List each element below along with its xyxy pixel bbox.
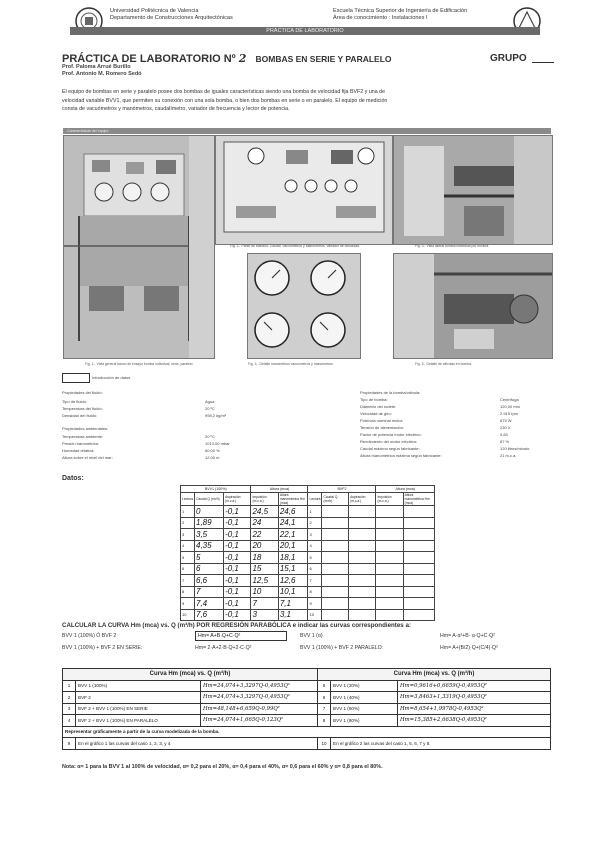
flow-value-2[interactable] [322, 517, 349, 529]
reading-number-2: 9 [308, 598, 322, 610]
curves-represent-row [63, 726, 551, 738]
prop-pump-type-label: Tipo de bomba: [360, 397, 388, 402]
graph1-number: 9 [63, 738, 76, 750]
discharge-value[interactable]: 7 [251, 598, 278, 610]
curve-label: BVF 2 + BVV 1 (100%) EN PARALELO [76, 715, 201, 727]
flow-value[interactable]: 4,35 [195, 540, 224, 552]
curve-row [63, 692, 551, 704]
prop-fluid-density-value: 998,2 kg/m³ [205, 413, 227, 418]
discharge-value-2[interactable] [376, 529, 403, 541]
suction-value[interactable]: -0,1 [224, 598, 251, 610]
curve-label: BVV 1 (100%) [76, 680, 201, 692]
props-ambient-heading: Propiedades ambientales: [62, 426, 109, 431]
discharge-value[interactable]: 10 [251, 586, 278, 598]
discharge-value[interactable]: 24 [251, 517, 278, 529]
curve-equation[interactable]: Hm=24,074+3,3297Q-0,4953Q² [201, 680, 318, 692]
school-line2: Área de conocimiento : Instalaciones I [333, 15, 428, 21]
prop-voltage-label: Tensión de alimentación: [360, 425, 405, 430]
reading-number: 9 [181, 598, 195, 610]
head-value-2[interactable] [403, 506, 434, 518]
group-height2: Altura (mca) [376, 486, 435, 493]
data-table [180, 485, 435, 621]
caption-fig3: Fig. 3.- Vista lateral bomba individual por encima. [415, 244, 490, 248]
caption-fig5: Fig. 5.- Detalle de válvulas en bomba. [415, 362, 472, 366]
graph2-number: 10 [318, 738, 331, 750]
curves-header-row [63, 669, 551, 681]
curve-equation-2[interactable]: Hm=15,385+2,6638Q-0,4953Q² [398, 715, 551, 727]
reading-number: 3 [181, 529, 195, 541]
alpha-note: Nota: α= 1 para la BVV 1 al 100% de velocidad, α= 0,2 para el 20%, α= 0,4 para el 40%, α= 0,6 para el 60% y α= 0,8 para el 80%. [62, 764, 383, 770]
suction-value[interactable]: -0,1 [224, 540, 251, 552]
curve-equation[interactable]: Hm=24,074+1,665Q-0,123Q² [201, 715, 318, 727]
reading-number-2: 6 [308, 563, 322, 575]
data-row [181, 563, 435, 575]
discharge-value-2[interactable] [376, 575, 403, 587]
curve-label: BVF 2 + BVV 1 (100%) EN SERIE [76, 703, 201, 715]
reading-number: 7 [181, 575, 195, 587]
photo-valves [393, 253, 553, 359]
curve-number-2: 5 [318, 680, 331, 692]
discharge-value[interactable]: 20 [251, 540, 278, 552]
prop-speed-value: 2.915 rpm [500, 411, 519, 416]
curve-number: 4 [63, 715, 76, 727]
flow-value-2[interactable] [322, 563, 349, 575]
curves-header-left: Curva Hm (mca) vs. Q (m³/h) [63, 669, 318, 681]
calc-formula-single: Hm= A+B·Q+C·Q² [195, 631, 287, 641]
graph1-text: En el gráfico 1 las curvas del caso 1, 2, 3, y 4 [76, 738, 318, 750]
caption-fig2: Fig. 2.- Panel de Mandos: Caudal, Vacuómetros y Manómetros, Variador de velocidad. [230, 244, 360, 248]
suction-value-2[interactable] [349, 506, 376, 518]
discharge-value[interactable]: 12,5 [251, 575, 278, 587]
suction-value[interactable]: -0,1 [224, 552, 251, 564]
prop-pressure-label: Presión barométrica: [62, 441, 99, 446]
prop-fluid-density-label: Densidad del fluido: [62, 413, 98, 418]
curve-row [63, 680, 551, 692]
props-left-heading: Propiedades del fluido: [62, 390, 103, 395]
head-value[interactable]: 20,1 [278, 540, 308, 552]
group-bvv1: BVV1 (100%) [181, 486, 251, 493]
prop-altitude-label: Altura sobre el nivel del mar: [62, 455, 113, 460]
col-aspiracion-2: Aspiración (m.c.a.) [349, 493, 376, 506]
reading-number: 6 [181, 563, 195, 575]
prop-fluid-temp-label: Temperatura del fluido: [62, 406, 103, 411]
head-value[interactable]: 3,1 [278, 609, 308, 621]
prop-pressure-value: 1013,00 mbar [205, 441, 230, 446]
prop-max-head-label: Altura manométrica máxima según fabricante: [360, 453, 442, 458]
curves-represent-text: Representar gráficamente a partir de la curva modelizada de la bomba. [63, 726, 551, 738]
flow-value[interactable]: 0 [195, 506, 224, 518]
graph2-text: En el gráfico 2 las curvas del caso 1, 5, 6, 7 y 8. [331, 738, 551, 750]
col-lectura: Lectura [181, 493, 195, 506]
data-row [181, 506, 435, 518]
prop-power-factor-label: Factor de potencia motor eléctrico: [360, 432, 422, 437]
school-name [333, 8, 467, 22]
flow-value[interactable]: 3,5 [195, 529, 224, 541]
legend-swatch [62, 373, 90, 383]
flow-value[interactable]: 7,4 [195, 598, 224, 610]
university-line2: Departamento de Construcciones Arquitectónicas [110, 15, 233, 21]
prop-pump-type-value: Centrífuga [500, 397, 519, 402]
flow-value-2[interactable] [322, 506, 349, 518]
flow-value[interactable]: 7 [195, 586, 224, 598]
suction-value-2[interactable] [349, 540, 376, 552]
head-value[interactable]: 7,1 [278, 598, 308, 610]
curve-equation-2[interactable]: Hm=8,654+1,9978Q-0,4953Q² [398, 703, 551, 715]
curve-label-2: BVV 1 (40%) [331, 692, 398, 704]
discharge-value-2[interactable] [376, 586, 403, 598]
curve-number: 2 [63, 692, 76, 704]
suction-value-2[interactable] [349, 563, 376, 575]
suction-value[interactable]: -0,1 [224, 609, 251, 621]
head-value[interactable]: 18,1 [278, 552, 308, 564]
professor-2: Prof. Antonio M. Romero Sedó [62, 71, 142, 77]
discharge-value-2[interactable] [376, 552, 403, 564]
photo-strip-label: Características del equipo [67, 129, 109, 133]
reading-number: 2 [181, 517, 195, 529]
caption-fig4: Fig. 4.- Detalle manómetros vacuómetros y manómetros. [248, 362, 334, 366]
reading-number: 8 [181, 586, 195, 598]
photo-test-bench [63, 135, 215, 359]
discharge-value[interactable]: 24,5 [251, 506, 278, 518]
datos-label: Datos: [62, 475, 84, 482]
calc-heading: CALCULAR LA CURVA Hm (mca) vs. Q (m³/h) POR REGRESIÓN PARABÓLICA e indicar las curvas correspondientes a: [62, 622, 411, 629]
prop-voltage-value: 230 V [500, 425, 511, 430]
head-value-2[interactable] [403, 563, 434, 575]
intro-line-2: velocidad variable BVV1, que permiten su conexión con una sola bomba, o bien dos bombas en serie o en paralelo. El equipo de medición [62, 97, 388, 104]
group-blank [532, 62, 554, 63]
col-impulsion-2: Impulsión (m.c.a.) [376, 493, 403, 506]
head-value-2[interactable] [403, 517, 434, 529]
reading-number-2: 4 [308, 540, 322, 552]
curve-number-2: 8 [318, 715, 331, 727]
suction-value[interactable]: -0,1 [224, 586, 251, 598]
flow-value-2[interactable] [322, 540, 349, 552]
university-name [110, 8, 233, 22]
calc-line2-label: BVV 1 (100%) + BVF 2 EN SERIE: [62, 645, 143, 651]
flow-value-2[interactable] [322, 598, 349, 610]
discharge-value-2[interactable] [376, 506, 403, 518]
data-row [181, 517, 435, 529]
curve-label-2: BVV 1 (80%) [331, 715, 398, 727]
prop-efficiency-label: Rendimiento del motor eléctrico: [360, 439, 418, 444]
suction-value[interactable]: -0,1 [224, 517, 251, 529]
flow-value-2[interactable] [322, 586, 349, 598]
discharge-value-2[interactable] [376, 598, 403, 610]
head-value[interactable]: 15,1 [278, 563, 308, 575]
discharge-value[interactable]: 22 [251, 529, 278, 541]
school-line1: Escuela Técnica Superior de Ingeniería de Edificación [333, 8, 468, 14]
discharge-value-2[interactable] [376, 609, 403, 621]
reading-number: 1 [181, 506, 195, 518]
reading-number-2: 1 [308, 506, 322, 518]
prop-max-flow-value: 120 litros/minuto [500, 446, 530, 451]
prop-ambient-temp-value: 20 ºC [205, 434, 215, 439]
calc-formula-alpha: Hm= A·α²+B· α·Q+C·Q² [440, 633, 495, 639]
reading-number-2: 2 [308, 517, 322, 529]
head-value-2[interactable] [403, 586, 434, 598]
data-table-group-row [181, 486, 435, 493]
suction-value-2[interactable] [349, 517, 376, 529]
curve-equation-2[interactable]: Hm=0,9616+0,6659Q-0,4953Q² [398, 680, 551, 692]
col-altura: Altura manométrica Hm (mca) [278, 493, 308, 506]
photo-gauges [247, 253, 361, 359]
prop-impeller-label: Diámetro del rodete: [360, 404, 397, 409]
head-value[interactable]: 24,6 [278, 506, 308, 518]
curve-label-2: BVV 1 (60%) [331, 703, 398, 715]
reading-number-2: 8 [308, 586, 322, 598]
suction-value-2[interactable] [349, 586, 376, 598]
photo-strip-header [63, 128, 551, 134]
discharge-value[interactable]: 15 [251, 563, 278, 575]
head-value-2[interactable] [403, 598, 434, 610]
data-table-body [181, 506, 435, 621]
suction-value-2[interactable] [349, 575, 376, 587]
data-row [181, 552, 435, 564]
suction-value-2[interactable] [349, 598, 376, 610]
prop-impeller-value: 120,00 mm [500, 404, 521, 409]
intro-line-1: El equipo de bombas en serie y paralelo posee dos bombas de iguales características siendo una bomba de velocidad fija BVF2 y una de [62, 89, 386, 95]
reading-number: 5 [181, 552, 195, 564]
curves-table [62, 668, 551, 750]
prop-fluid-type-value: Agua [205, 399, 215, 404]
discharge-value-2[interactable] [376, 517, 403, 529]
header-banner [70, 27, 540, 35]
banner-text: PRÁCTICA DE LABORATORIO [266, 28, 344, 34]
head-value[interactable]: 22,1 [278, 529, 308, 541]
data-row [181, 575, 435, 587]
suction-value[interactable]: -0,1 [224, 506, 251, 518]
prop-ambient-temp-label: Temperatura ambiente: [62, 434, 104, 439]
flow-value[interactable]: 6,6 [195, 575, 224, 587]
flow-value[interactable]: 1,89 [195, 517, 224, 529]
calc-line2-parallel-label: BVV 1 (100%) + BVF 2 PARALELO: [300, 645, 384, 651]
col-impulsion: Impulsión (m.c.a.) [251, 493, 278, 506]
group-height1: Altura (mca) [251, 486, 308, 493]
photo-control-panel [215, 135, 393, 245]
prop-fluid-type-label: Tipo de fluido: [62, 399, 87, 404]
flow-value[interactable]: 6 [195, 563, 224, 575]
col-caudal: Caudal Q (m³/h) [195, 493, 224, 506]
reading-number-2: 5 [308, 552, 322, 564]
head-value[interactable]: 24,1 [278, 517, 308, 529]
curve-row [63, 703, 551, 715]
reading-number-2: 10 [308, 609, 322, 621]
prop-fluid-temp-value: 20 ºC [205, 406, 215, 411]
flow-value[interactable]: 5 [195, 552, 224, 564]
data-row [181, 586, 435, 598]
suction-value-2[interactable] [349, 609, 376, 621]
data-row [181, 598, 435, 610]
suction-value[interactable]: -0,1 [224, 563, 251, 575]
curve-row [63, 715, 551, 727]
curve-equation-2[interactable]: Hm=3,8463+1,3319Q-0,4953Q² [398, 692, 551, 704]
head-value-2[interactable] [403, 529, 434, 541]
university-line1: Universidad Politécnica de Valencia [110, 8, 199, 14]
prop-power-value: 675 W [500, 418, 512, 423]
intro-line-3: consta de vacuómetros y manómetros, caudalímetro, variador de frecuencia y lector de potencia. [62, 106, 290, 112]
prop-power-factor-value: 0,83 [500, 432, 508, 437]
prop-altitude-value: 12,00 m [205, 455, 220, 460]
calc-formula-parallel: Hm= A+(B/2)·Q+(C/4)·Q² [440, 645, 498, 651]
curve-label: BVF 2 [76, 692, 201, 704]
prop-speed-label: Velocidad de giro: [360, 411, 392, 416]
head-value-2[interactable] [403, 575, 434, 587]
title-number: 2 [238, 52, 247, 65]
suction-value[interactable]: -0,1 [224, 575, 251, 587]
calc-line1-alpha-label: BVV 1 (α) [300, 633, 323, 639]
col-altura-2: Altura manométrica Hm (mca) [403, 493, 434, 506]
suction-value-2[interactable] [349, 529, 376, 541]
group-label: GRUPO [490, 53, 527, 64]
head-value[interactable]: 10,1 [278, 586, 308, 598]
calc-line1-label: BVV 1 (100%) Ó BVF 2 [62, 633, 117, 639]
professor-1: Prof. Paloma Arrué Burillo [62, 64, 131, 70]
head-value-2[interactable] [403, 609, 434, 621]
data-row [181, 540, 435, 552]
head-value-2[interactable] [403, 552, 434, 564]
prop-max-flow-label: Caudal máximo según fabricante: [360, 446, 420, 451]
head-value[interactable]: 12,6 [278, 575, 308, 587]
calc-formula-series: Hm= 2·A+2·B·Q+2·C·Q² [195, 645, 252, 651]
prop-power-label: Potencia nominal motor: [360, 418, 404, 423]
prop-efficiency-value: 87 % [500, 439, 510, 444]
legend-label: Introducción de datos [92, 375, 131, 380]
data-table-header [181, 493, 435, 506]
flow-value-2[interactable] [322, 575, 349, 587]
curve-number-2: 7 [318, 703, 331, 715]
col-lectura-2: Lectura [308, 493, 322, 506]
curve-number: 3 [63, 703, 76, 715]
reading-number-2: 3 [308, 529, 322, 541]
caption-fig1: Fig. 1.- Vista general banco de ensayo bomba individual, serie, paralelo. [85, 362, 194, 366]
head-value-2[interactable] [403, 540, 434, 552]
curve-equation[interactable]: Hm=48,148+6,659Q-0,99Q² [201, 703, 318, 715]
suction-value-2[interactable] [349, 552, 376, 564]
title-main: PRÁCTICA DE LABORATORIO Nº [62, 53, 236, 65]
prop-max-head-value: 21 m.c.a. [500, 453, 517, 458]
discharge-value-2[interactable] [376, 563, 403, 575]
prop-humidity-value: 60,00 % [205, 448, 220, 453]
curves-graph-row [63, 738, 551, 750]
data-row [181, 529, 435, 541]
discharge-value[interactable]: 18 [251, 552, 278, 564]
props-right-heading: Propiedades de la bomba/válvula: [360, 390, 421, 395]
curve-label-2: BVV 1 (20%) [331, 680, 398, 692]
curve-number-2: 6 [318, 692, 331, 704]
group-bvf2: BVF2 [308, 486, 376, 493]
reading-number: 10 [181, 609, 195, 621]
title-subtitle: BOMBAS EN SERIE Y PARALELO [255, 54, 392, 64]
prop-humidity-label: Humedad relativa: [62, 448, 95, 453]
col-caudal-2: Caudal Q (m³/h) [322, 493, 349, 506]
intro-paragraph [62, 88, 552, 114]
flow-value-2[interactable] [322, 552, 349, 564]
col-aspiracion: Aspiración (m.c.a.) [224, 493, 251, 506]
flow-value-2[interactable] [322, 529, 349, 541]
curve-equation[interactable]: Hm=24,074+3,3297Q-0,4953Q² [201, 692, 318, 704]
reading-number: 4 [181, 540, 195, 552]
flow-value-2[interactable] [322, 609, 349, 621]
curve-number: 1 [63, 680, 76, 692]
photo-side-view [393, 135, 553, 245]
reading-number-2: 7 [308, 575, 322, 587]
flow-value[interactable]: 7,6 [195, 609, 224, 621]
curves-header-right: Curva Hm (mca) vs. Q (m³/h) [318, 669, 551, 681]
discharge-value[interactable]: 3 [251, 609, 278, 621]
data-row [181, 609, 435, 621]
curves-body [63, 680, 551, 726]
discharge-value-2[interactable] [376, 540, 403, 552]
suction-value[interactable]: -0,1 [224, 529, 251, 541]
